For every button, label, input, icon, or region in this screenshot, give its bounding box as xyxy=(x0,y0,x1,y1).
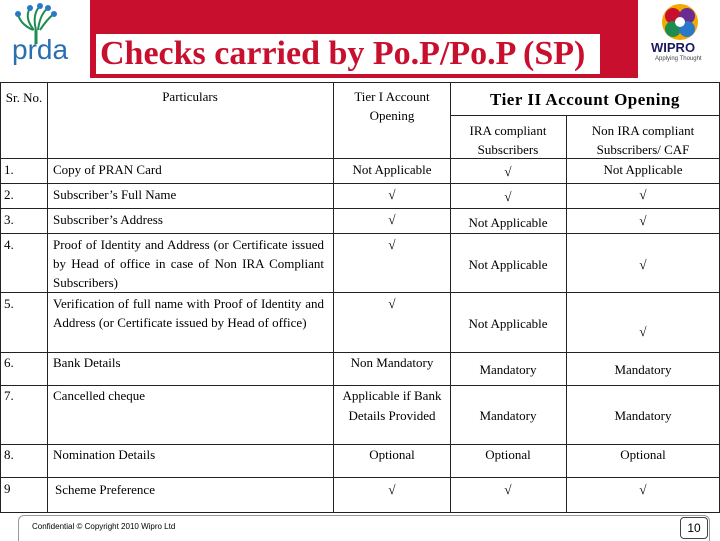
page-number: 10 xyxy=(680,517,708,539)
row-6-particular: Bank Details xyxy=(53,355,121,370)
row-6-tier1: Non Mandatory xyxy=(350,355,434,370)
page-title: Checks carried by Po.P/Po.P (SP) xyxy=(100,35,586,72)
row-8-particular: Nomination Details xyxy=(53,447,156,462)
row-2-tier1: √ xyxy=(388,187,396,202)
footer-copyright: Confidential © Copyright 2010 Wipro Ltd xyxy=(32,522,176,531)
row-9-ira: √ xyxy=(504,482,512,497)
prda-logo xyxy=(0,0,88,78)
row-2-sr: 2. xyxy=(4,187,14,202)
row-8-tier1: Optional xyxy=(369,447,415,462)
wipro-wordmark: WIPRO xyxy=(651,40,696,55)
row-7-tier1: Applicable if Bank Details Provided xyxy=(342,388,442,423)
row-7-sr: 7. xyxy=(4,388,14,403)
row-1-particular: Copy of PRAN Card xyxy=(53,162,162,177)
row-5-non-ira: √ xyxy=(639,324,647,339)
row-3-particular: Subscriber’s Address xyxy=(53,212,163,227)
row-1-ira: √ xyxy=(504,164,512,179)
row-9-tier1: √ xyxy=(388,482,396,497)
row-7-non-ira: Mandatory xyxy=(614,408,672,423)
wipro-tagline: Applying Thought xyxy=(655,56,702,62)
row-1-non-ira: Not Applicable xyxy=(603,162,683,177)
row-9-sr: 9 xyxy=(4,481,11,496)
row-5-ira: Not Applicable xyxy=(468,316,548,331)
row-2-non-ira: √ xyxy=(639,187,647,202)
row-4-ira: Not Applicable xyxy=(468,257,548,272)
row-3-ira: Not Applicable xyxy=(468,215,548,230)
row-8-non-ira: Optional xyxy=(620,447,666,462)
header-tier2-non-ira: Non IRA compliant Subscribers/ CAF xyxy=(591,123,695,157)
row-4-non-ira: √ xyxy=(639,257,647,272)
row-8-sr: 8. xyxy=(4,447,14,462)
header-tier2-ira: IRA compliant Subscribers xyxy=(469,123,547,157)
row-4-particular: Proof of Identity and Address (or Certificate issued by Head of office in case of Non IRA Compliant Subscribers) xyxy=(53,237,324,290)
row-3-non-ira: √ xyxy=(639,213,647,228)
wipro-flower-icon xyxy=(640,0,720,44)
row-8-ira: Optional xyxy=(485,447,531,462)
row-4-tier1: √ xyxy=(388,237,396,252)
row-9-non-ira: √ xyxy=(639,482,647,497)
header-tier2: Tier II Account Opening xyxy=(490,90,680,109)
row-5-tier1: √ xyxy=(388,296,396,311)
row-5-particular: Verification of full name with Proof of Identity and Address (or Certificate issued by Head of office) xyxy=(53,296,324,330)
row-3-sr: 3. xyxy=(4,212,14,227)
row-1-tier1: Not Applicable xyxy=(352,162,432,177)
row-9-particular: Scheme Preference xyxy=(55,482,155,497)
row-4-sr: 4. xyxy=(4,237,14,252)
row-5-sr: 5. xyxy=(4,296,14,311)
header-tier1: Tier I Account Opening xyxy=(354,89,430,123)
logo-text: prda xyxy=(12,34,69,65)
row-7-ira: Mandatory xyxy=(479,408,537,423)
row-7-particular: Cancelled cheque xyxy=(53,388,146,403)
header-sr-no: Sr. No. xyxy=(5,90,43,105)
row-1-sr: 1. xyxy=(4,162,14,177)
row-6-sr: 6. xyxy=(4,355,14,370)
row-2-ira: √ xyxy=(504,189,512,204)
header-particulars: Particulars xyxy=(162,89,218,104)
row-6-ira: Mandatory xyxy=(479,362,537,377)
wipro-logo xyxy=(640,0,720,78)
row-6-non-ira: Mandatory xyxy=(614,362,672,377)
row-2-particular: Subscriber’s Full Name xyxy=(53,187,177,202)
row-3-tier1: √ xyxy=(388,212,396,227)
